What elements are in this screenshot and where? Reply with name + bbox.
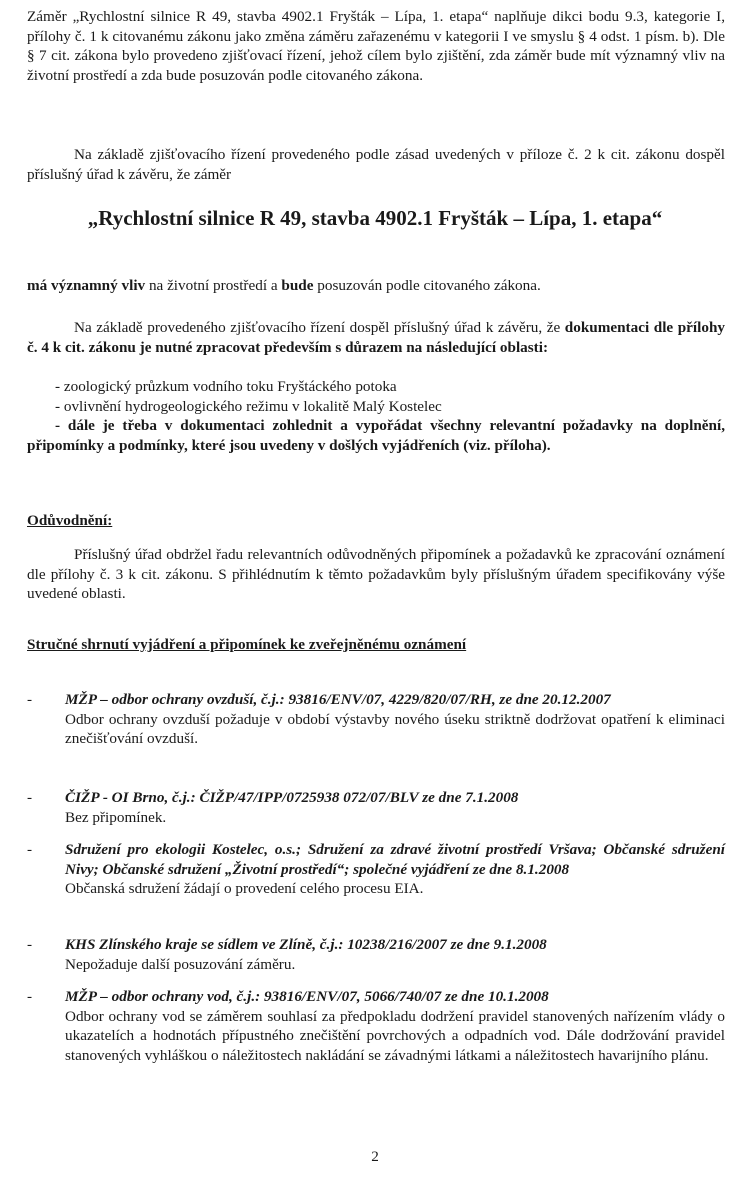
verdict-will: bude [281,277,314,294]
documentation-paragraph [27,318,725,357]
entry-text: Odbor ochrany ovzduší požaduje v období výstavby nového úseku striktně dodržovat opatření k eliminaci znečišťování ovzduší. [65,710,725,747]
reasoning-heading: Odůvodnění: [27,512,113,529]
entry-source: KHS Zlínského kraje se sídlem ve Zlíně, č.j.: 10238/216/2007 ze dne 9.1.2008 [65,936,547,953]
entry-source: ČIŽP - OI Brno, č.j.: ČIŽP/47/IPP/0725938 072/07/BLV ze dne 7.1.2008 [65,789,519,806]
documentation-lead-bold: dokumentaci dle přílohy č. 4 k cit. zákonu je nutné zpracovat především s důrazem na následující oblasti: [27,319,725,356]
entry-source: MŽP – odbor ochrany vod, č.j.: 93816/ENV/07, 5066/740/07 ze dne 10.1.2008 [65,988,549,1005]
entry-source: Sdružení pro ekologii Kostelec, o.s.; Sdružení za zdravé životní prostředí Vršava; Občanské sdružení Nivy; Občanské sdružení „Životní prostředí“; společné vyjádření ze dne 8.1.2008 [65,841,725,878]
summary-entry [27,690,725,749]
documentation-item: - ovlivnění hydrogeologického režimu v lokalitě Malý Kostelec [55,397,442,415]
verdict-significant: má významný vliv [27,277,146,294]
summary-entry [27,840,725,899]
entry-dash: - [27,789,33,806]
entry-dash: - [27,988,33,1005]
entry-dash: - [27,691,33,708]
entry-text: Bez připomínek. [65,808,167,826]
entry-dash: - [27,936,33,953]
page-number: 2 [371,1148,379,1165]
verdict-paragraph [27,276,725,296]
documentation-lead: Na základě provedeného zjišťovacího řízení dospěl příslušný úřad k závěru, že [74,319,565,336]
documentation-item-bold: - dále je třeba v dokumentaci zohlednit a vypořádat všechny relevantní požadavky na doplnění, připomínky a podmínky, které jsou uvedeny v došlých vyjádřeních (viz. příloha). [27,417,725,454]
intro-paragraph-1: Záměr „Rychlostní silnice R 49, stavba 4902.1 Fryšták – Lípa, 1. etapa“ naplňuje dikci bodu 9.3, kategorie I, přílohy č. 1 k citovanému zákonu jako změna záměru zařazenému v kategorii I ve smyslu § 4 odst. 1 písm. b). Dle § 7 cit. zákona bylo provedeno zjišťovací řízení, jehož cílem bylo zjištění, zda záměr bude mít významný vliv na životní prostředí a zda bude posuzován podle citovaného zákona. [27,8,725,84]
entry-source: MŽP – odbor ochrany ovzduší, č.j.: 93816/ENV/07, 4229/820/07/RH, ze dne 20.12.2007 [65,691,611,708]
summary-entry [27,788,725,827]
entry-text: Občanská sdružení žádají o provedení celého procesu EIA. [65,880,424,897]
entry-dash: - [27,841,33,858]
documentation-list [55,377,725,416]
verdict-text-a: na životní prostředí a [145,277,282,294]
entry-text: Nepožaduje další posuzování záměru. [65,955,296,973]
entry-text: Odbor ochrany vod se záměrem souhlasí za předpokladu dodržení pravidel stanovených nařízením vlády o ukazatelích a hodnotách přípustného znečištění povrchových a odpadních vod. Dále dodržování pravidel stanovených vyhláškou o náležitostech nakládání se závadnými látkami a náležitostech havarijního plánu. [65,1007,725,1064]
summary-entry [27,935,725,974]
summary-entry [27,987,725,1065]
verdict-text-b: posuzován podle citovaného zákona. [313,277,541,294]
project-title: „Rychlostní silnice R 49, stavba 4902.1 Fryšták – Lípa, 1. etapa“ [87,206,663,230]
summary-heading: Stručné shrnutí vyjádření a připomínek ke zveřejněnému oznámení [27,636,467,653]
reasoning-paragraph: Příslušný úřad obdržel řadu relevantních odůvodněných připomínek a požadavků ke zpracování oznámení dle přílohy č. 3 k cit. zákonu. S přihlédnutím k těmto požadavkům byly příslušným úřadem specifikovány výše uvedené oblasti. [27,546,725,602]
documentation-item: - zoologický průzkum vodního toku Fryštáckého potoka [55,378,397,395]
intro-paragraph-2: Na základě zjišťovacího řízení provedeného podle zásad uvedených v příloze č. 2 k cit. zákonu dospěl příslušný úřad k závěru, že záměr [27,146,725,183]
